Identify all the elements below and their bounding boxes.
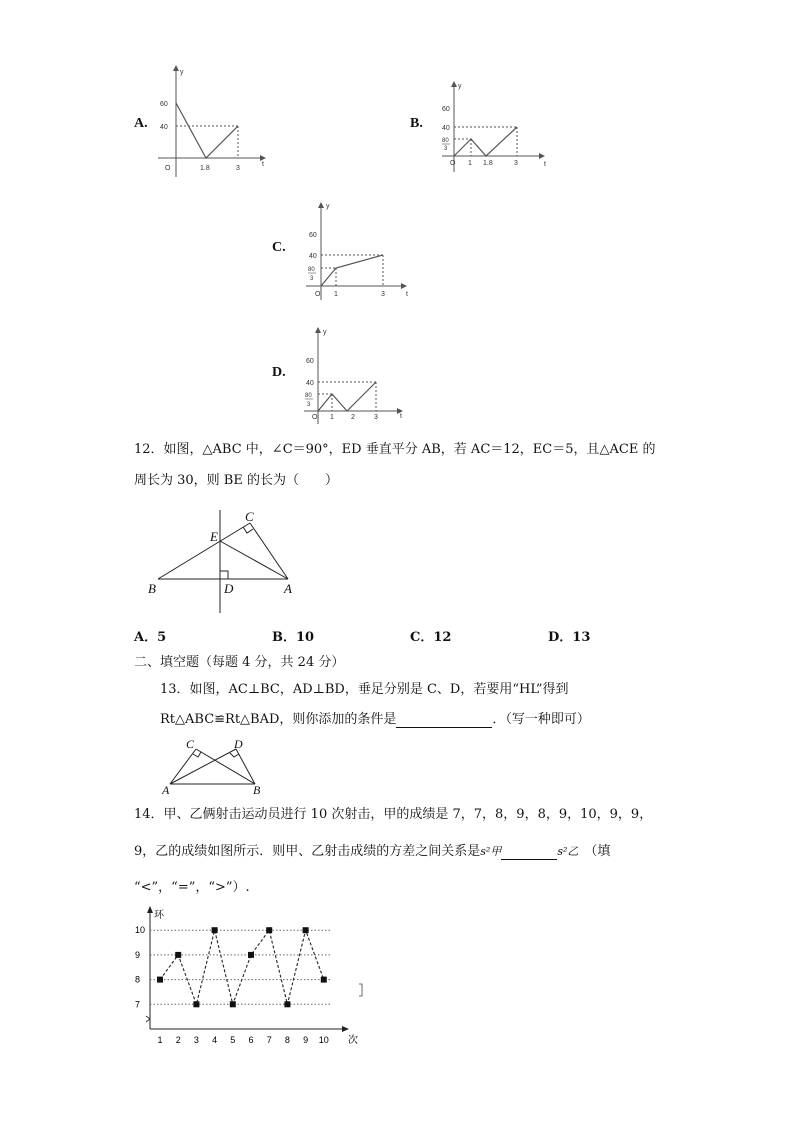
y-tick-label-7: 7	[135, 999, 141, 1010]
data-point-10	[321, 977, 327, 983]
q12-line2: 周长为 30，则 BE 的长为（ ）	[134, 473, 338, 488]
option-d-label: D.	[272, 365, 286, 380]
svg-text:60: 60	[442, 106, 450, 113]
x-tick-label-3: 3	[193, 1035, 199, 1045]
x-tick-label-5: 5	[230, 1035, 236, 1045]
q13-line1: 13．如图，AC⊥BC，AD⊥BD，垂足分别是 C、D，若要用“HL”得到	[160, 682, 569, 697]
q14-s-jia: s²甲	[480, 845, 502, 858]
q12-choice-a: A．5	[134, 630, 167, 645]
x-tick-label-1: 1	[157, 1035, 163, 1045]
svg-text:t: t	[544, 161, 546, 168]
y-axis-label: y	[180, 69, 184, 76]
series-line	[160, 930, 324, 1004]
data-point-2	[175, 952, 181, 958]
option-c-graph	[294, 200, 414, 305]
svg-text:40: 40	[306, 380, 314, 387]
q13-line2-suffix: ．（写一种即可）	[492, 712, 590, 727]
origin-label: O	[165, 165, 171, 172]
data-point-3	[193, 1001, 199, 1007]
svg-text:3: 3	[310, 276, 314, 282]
x-tick-label-7: 7	[266, 1035, 272, 1045]
svg-text:y: y	[323, 329, 327, 336]
y-tick-label-10: 10	[135, 925, 146, 936]
svg-text:60: 60	[309, 232, 317, 239]
data-point-7	[266, 927, 272, 933]
svg-text:1: 1	[330, 414, 334, 421]
svg-text:40: 40	[309, 253, 317, 260]
data-point-4	[212, 927, 218, 933]
svg-text:60: 60	[306, 358, 314, 365]
svg-text:3: 3	[374, 414, 378, 421]
svg-text:y: y	[458, 83, 462, 90]
svg-text:t: t	[406, 291, 408, 298]
q13-figure	[158, 736, 268, 796]
svg-text:80: 80	[442, 138, 449, 144]
svg-text:O: O	[312, 414, 318, 421]
q14-line2-suffix: （填	[584, 844, 611, 859]
svg-text:3: 3	[514, 160, 518, 167]
q14-line1: 14．甲、乙俩射击运动员进行 10 次射击，甲的成绩是 7，7，8，9，8，9，10，9，9，	[134, 807, 653, 822]
svg-text:y: y	[326, 203, 330, 210]
x-tick-label-2: 2	[175, 1035, 181, 1045]
svg-text:O: O	[450, 160, 456, 167]
svg-text:80: 80	[305, 393, 312, 399]
q13-answer-blank[interactable]	[396, 714, 492, 728]
option-b-graph	[428, 80, 553, 175]
svg-text:D: D	[224, 581, 234, 596]
svg-text:1: 1	[468, 160, 472, 167]
data-point-8	[284, 1001, 290, 1007]
y-tick-label-8: 8	[135, 974, 141, 985]
svg-text:1.8: 1.8	[483, 160, 493, 167]
t-axis-label: t	[262, 161, 264, 168]
svg-text:C: C	[186, 737, 195, 751]
q12-choice-c: C．12	[410, 630, 452, 645]
section-2-title: 二、填空题（每题 4 分，共 24 分）	[134, 655, 345, 670]
svg-text:O: O	[315, 291, 321, 298]
svg-text:40: 40	[442, 125, 450, 132]
svg-text:D: D	[234, 737, 243, 751]
svg-text:3: 3	[381, 291, 385, 298]
q13-line2	[160, 712, 590, 728]
shooting-score-chart	[132, 904, 372, 1049]
option-a-label: A.	[134, 116, 148, 131]
y-tick-label-9: 9	[135, 949, 141, 960]
svg-text:A: A	[162, 783, 170, 796]
svg-text:3: 3	[444, 146, 448, 152]
x-tick-1-8: 1.8	[200, 165, 210, 172]
svg-text:t: t	[400, 413, 402, 420]
option-b-label: B.	[410, 116, 423, 131]
x-tick-3: 3	[236, 165, 240, 172]
y-axis-title: 环	[154, 910, 164, 921]
x-tick-label-9: 9	[303, 1035, 309, 1045]
q12-choice-b: B．10	[272, 630, 315, 645]
x-tick-label-6: 6	[248, 1035, 254, 1045]
x-tick-label-8: 8	[284, 1035, 290, 1045]
data-point-5	[230, 1001, 236, 1007]
x-axis-title: 次	[348, 1035, 358, 1046]
data-point-9	[303, 927, 309, 933]
y-tick-40: 40	[160, 124, 168, 131]
option-a-graph	[150, 62, 270, 182]
svg-text:3: 3	[307, 402, 311, 408]
q14-line3: “<”，“=”，“>”）.	[134, 880, 250, 895]
option-c-label: C.	[272, 240, 286, 255]
q12-choice-d: D．13	[548, 630, 591, 645]
x-tick-label-10: 10	[318, 1035, 329, 1045]
q14-line2	[134, 844, 610, 860]
data-point-1	[157, 977, 163, 983]
svg-text:B: B	[253, 783, 261, 796]
q12-triangle-figure	[140, 505, 310, 617]
svg-text:2: 2	[351, 414, 355, 421]
q14-answer-blank[interactable]	[501, 846, 557, 860]
x-tick-label-4: 4	[212, 1035, 218, 1045]
data-point-6	[248, 952, 254, 958]
svg-text:B: B	[148, 581, 156, 596]
svg-text:C: C	[245, 509, 254, 524]
option-d-graph	[292, 326, 412, 426]
q13-line2-prefix: Rt△ABC≌Rt△BAD，则你添加的条件是	[160, 712, 397, 727]
q14-line2-prefix: 9，乙的成绩如图所示．则甲、乙射击成绩的方差之间关系是	[134, 844, 481, 859]
svg-text:80: 80	[308, 267, 315, 273]
y-tick-60: 60	[160, 101, 168, 108]
q14-s-yi: s²乙	[557, 845, 579, 858]
svg-text:1: 1	[334, 291, 338, 298]
svg-text:A: A	[284, 581, 292, 596]
svg-text:E: E	[210, 529, 218, 544]
q12-line1: 12．如图，△ABC 中，∠C＝90°，ED 垂直平分 AB，若 AC＝12，EC＝5，且△ACE 的	[134, 442, 656, 457]
